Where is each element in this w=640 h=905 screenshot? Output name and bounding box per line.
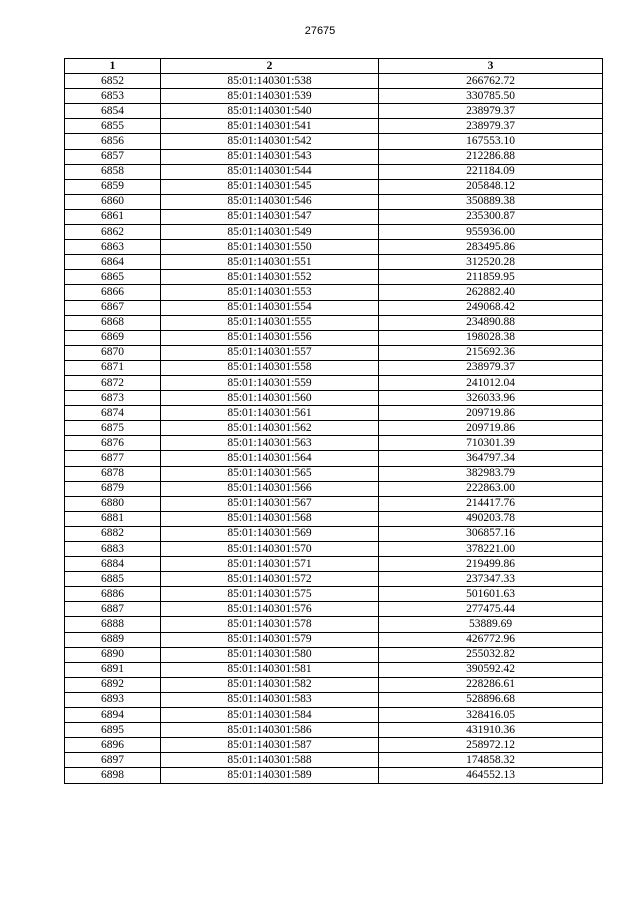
value-cell: 306857.16 <box>379 526 603 541</box>
cadastral-number-cell: 85:01:140301:544 <box>161 164 379 179</box>
table-row <box>65 557 603 572</box>
row-number-cell: 6854 <box>65 104 161 119</box>
cadastral-number-cell: 85:01:140301:547 <box>161 209 379 224</box>
table-header <box>65 59 603 74</box>
cadastral-number-cell: 85:01:140301:564 <box>161 451 379 466</box>
row-number-cell: 6862 <box>65 225 161 240</box>
cadastral-number-cell: 85:01:140301:543 <box>161 149 379 164</box>
table-row <box>65 104 603 119</box>
row-number-cell: 6878 <box>65 466 161 481</box>
cadastral-number-cell: 85:01:140301:538 <box>161 74 379 89</box>
table-row <box>65 602 603 617</box>
value-cell: 214417.76 <box>379 496 603 511</box>
row-number-cell: 6871 <box>65 360 161 375</box>
cadastral-number-cell: 85:01:140301:550 <box>161 240 379 255</box>
table-row <box>65 708 603 723</box>
value-cell: 390592.42 <box>379 662 603 677</box>
row-number-cell: 6886 <box>65 587 161 602</box>
table-row <box>65 466 603 481</box>
row-number-cell: 6875 <box>65 421 161 436</box>
row-number-cell: 6882 <box>65 526 161 541</box>
value-cell: 228286.61 <box>379 677 603 692</box>
column-header-2: 2 <box>161 59 379 74</box>
value-cell: 235300.87 <box>379 209 603 224</box>
row-number-cell: 6879 <box>65 481 161 496</box>
cadastral-number-cell: 85:01:140301:572 <box>161 572 379 587</box>
cadastral-number-cell: 85:01:140301:562 <box>161 421 379 436</box>
cadastral-number-cell: 85:01:140301:568 <box>161 511 379 526</box>
cadastral-number-cell: 85:01:140301:589 <box>161 768 379 783</box>
value-cell: 501601.63 <box>379 587 603 602</box>
table-row <box>65 662 603 677</box>
cadastral-number-cell: 85:01:140301:569 <box>161 526 379 541</box>
value-cell: 710301.39 <box>379 436 603 451</box>
row-number-cell: 6880 <box>65 496 161 511</box>
value-cell: 222863.00 <box>379 481 603 496</box>
value-cell: 326033.96 <box>379 391 603 406</box>
table-row <box>65 617 603 632</box>
row-number-cell: 6870 <box>65 345 161 360</box>
value-cell: 205848.12 <box>379 179 603 194</box>
table-row <box>65 677 603 692</box>
table-row <box>65 572 603 587</box>
cadastral-number-cell: 85:01:140301:583 <box>161 692 379 707</box>
row-number-cell: 6881 <box>65 511 161 526</box>
table-row <box>65 164 603 179</box>
row-number-cell: 6873 <box>65 391 161 406</box>
table-row <box>65 194 603 209</box>
value-cell: 249068.42 <box>379 300 603 315</box>
row-number-cell: 6894 <box>65 708 161 723</box>
row-number-cell: 6887 <box>65 602 161 617</box>
table-row <box>65 436 603 451</box>
cadastral-number-cell: 85:01:140301:586 <box>161 723 379 738</box>
table-row <box>65 768 603 783</box>
cadastral-number-cell: 85:01:140301:566 <box>161 481 379 496</box>
value-cell: 258972.12 <box>379 738 603 753</box>
row-number-cell: 6896 <box>65 738 161 753</box>
cadastral-number-cell: 85:01:140301:565 <box>161 466 379 481</box>
table-row <box>65 738 603 753</box>
table-row <box>65 723 603 738</box>
value-cell: 238979.37 <box>379 119 603 134</box>
value-cell: 53889.69 <box>379 617 603 632</box>
table-row <box>65 149 603 164</box>
table-row <box>65 270 603 285</box>
row-number-cell: 6874 <box>65 406 161 421</box>
table-row <box>65 511 603 526</box>
cadastral-number-cell: 85:01:140301:584 <box>161 708 379 723</box>
table-row <box>65 692 603 707</box>
table-row <box>65 74 603 89</box>
value-cell: 426772.96 <box>379 632 603 647</box>
table-row <box>65 496 603 511</box>
cadastral-number-cell: 85:01:140301:549 <box>161 225 379 240</box>
row-number-cell: 6890 <box>65 647 161 662</box>
cadastral-number-cell: 85:01:140301:556 <box>161 330 379 345</box>
value-cell: 238979.37 <box>379 360 603 375</box>
value-cell: 167553.10 <box>379 134 603 149</box>
table-row <box>65 315 603 330</box>
row-number-cell: 6867 <box>65 300 161 315</box>
row-number-cell: 6864 <box>65 255 161 270</box>
value-cell: 212286.88 <box>379 149 603 164</box>
table-row <box>65 345 603 360</box>
data-table <box>64 58 603 784</box>
value-cell: 237347.33 <box>379 572 603 587</box>
cadastral-number-cell: 85:01:140301:553 <box>161 285 379 300</box>
row-number-cell: 6863 <box>65 240 161 255</box>
table-body <box>65 74 603 783</box>
row-number-cell: 6877 <box>65 451 161 466</box>
cadastral-number-cell: 85:01:140301:551 <box>161 255 379 270</box>
cadastral-number-cell: 85:01:140301:541 <box>161 119 379 134</box>
table-row <box>65 375 603 390</box>
table-row <box>65 179 603 194</box>
row-number-cell: 6895 <box>65 723 161 738</box>
table-row <box>65 542 603 557</box>
row-number-cell: 6884 <box>65 557 161 572</box>
cadastral-number-cell: 85:01:140301:570 <box>161 542 379 557</box>
table-row <box>65 632 603 647</box>
cadastral-number-cell: 85:01:140301:580 <box>161 647 379 662</box>
value-cell: 211859.95 <box>379 270 603 285</box>
cadastral-number-cell: 85:01:140301:542 <box>161 134 379 149</box>
table-row <box>65 209 603 224</box>
row-number-cell: 6872 <box>65 375 161 390</box>
value-cell: 328416.05 <box>379 708 603 723</box>
value-cell: 174858.32 <box>379 753 603 768</box>
table-row <box>65 451 603 466</box>
table-row <box>65 119 603 134</box>
cadastral-number-cell: 85:01:140301:578 <box>161 617 379 632</box>
cadastral-number-cell: 85:01:140301:567 <box>161 496 379 511</box>
value-cell: 528896.68 <box>379 692 603 707</box>
page-number: 27675 <box>304 25 336 37</box>
value-cell: 215692.36 <box>379 345 603 360</box>
table-row <box>65 391 603 406</box>
row-number-cell: 6885 <box>65 572 161 587</box>
value-cell: 364797.34 <box>379 451 603 466</box>
row-number-cell: 6883 <box>65 542 161 557</box>
value-cell: 198028.38 <box>379 330 603 345</box>
row-number-cell: 6865 <box>65 270 161 285</box>
cadastral-number-cell: 85:01:140301:546 <box>161 194 379 209</box>
cadastral-number-cell: 85:01:140301:539 <box>161 89 379 104</box>
row-number-cell: 6869 <box>65 330 161 345</box>
row-number-cell: 6858 <box>65 164 161 179</box>
value-cell: 312520.28 <box>379 255 603 270</box>
value-cell: 266762.72 <box>379 74 603 89</box>
cadastral-number-cell: 85:01:140301:576 <box>161 602 379 617</box>
table-row <box>65 526 603 541</box>
value-cell: 219499.86 <box>379 557 603 572</box>
cadastral-number-cell: 85:01:140301:582 <box>161 677 379 692</box>
table-row <box>65 360 603 375</box>
value-cell: 350889.38 <box>379 194 603 209</box>
row-number-cell: 6855 <box>65 119 161 134</box>
value-cell: 209719.86 <box>379 406 603 421</box>
value-cell: 234890.88 <box>379 315 603 330</box>
value-cell: 238979.37 <box>379 104 603 119</box>
table-row <box>65 753 603 768</box>
cadastral-number-cell: 85:01:140301:545 <box>161 179 379 194</box>
cadastral-number-cell: 85:01:140301:575 <box>161 587 379 602</box>
row-number-cell: 6876 <box>65 436 161 451</box>
value-cell: 221184.09 <box>379 164 603 179</box>
table-row <box>65 481 603 496</box>
value-cell: 955936.00 <box>379 225 603 240</box>
cadastral-number-cell: 85:01:140301:559 <box>161 375 379 390</box>
value-cell: 431910.36 <box>379 723 603 738</box>
cadastral-number-cell: 85:01:140301:552 <box>161 270 379 285</box>
value-cell: 209719.86 <box>379 421 603 436</box>
row-number-cell: 6861 <box>65 209 161 224</box>
cadastral-number-cell: 85:01:140301:563 <box>161 436 379 451</box>
value-cell: 464552.13 <box>379 768 603 783</box>
value-cell: 277475.44 <box>379 602 603 617</box>
value-cell: 378221.00 <box>379 542 603 557</box>
value-cell: 382983.79 <box>379 466 603 481</box>
row-number-cell: 6866 <box>65 285 161 300</box>
value-cell: 241012.04 <box>379 375 603 390</box>
row-number-cell: 6853 <box>65 89 161 104</box>
table-row <box>65 240 603 255</box>
cadastral-number-cell: 85:01:140301:560 <box>161 391 379 406</box>
cadastral-number-cell: 85:01:140301:554 <box>161 300 379 315</box>
cadastral-number-cell: 85:01:140301:558 <box>161 360 379 375</box>
table-row <box>65 225 603 240</box>
row-number-cell: 6852 <box>65 74 161 89</box>
row-number-cell: 6889 <box>65 632 161 647</box>
row-number-cell: 6860 <box>65 194 161 209</box>
row-number-cell: 6856 <box>65 134 161 149</box>
cadastral-number-cell: 85:01:140301:579 <box>161 632 379 647</box>
table-row <box>65 134 603 149</box>
value-cell: 490203.78 <box>379 511 603 526</box>
value-cell: 262882.40 <box>379 285 603 300</box>
value-cell: 330785.50 <box>379 89 603 104</box>
table-row <box>65 587 603 602</box>
row-number-cell: 6897 <box>65 753 161 768</box>
cadastral-number-cell: 85:01:140301:571 <box>161 557 379 572</box>
cadastral-number-cell: 85:01:140301:587 <box>161 738 379 753</box>
cadastral-number-cell: 85:01:140301:581 <box>161 662 379 677</box>
table-row <box>65 300 603 315</box>
table-row <box>65 255 603 270</box>
row-number-cell: 6857 <box>65 149 161 164</box>
header-row <box>65 59 603 74</box>
row-number-cell: 6892 <box>65 677 161 692</box>
cadastral-number-cell: 85:01:140301:540 <box>161 104 379 119</box>
row-number-cell: 6898 <box>65 768 161 783</box>
table-row <box>65 406 603 421</box>
row-number-cell: 6868 <box>65 315 161 330</box>
value-cell: 255032.82 <box>379 647 603 662</box>
table-row <box>65 421 603 436</box>
table-row <box>65 647 603 662</box>
row-number-cell: 6859 <box>65 179 161 194</box>
table-row <box>65 285 603 300</box>
cadastral-number-cell: 85:01:140301:555 <box>161 315 379 330</box>
cadastral-number-cell: 85:01:140301:557 <box>161 345 379 360</box>
row-number-cell: 6893 <box>65 692 161 707</box>
column-header-1: 1 <box>65 59 161 74</box>
row-number-cell: 6891 <box>65 662 161 677</box>
value-cell: 283495.86 <box>379 240 603 255</box>
row-number-cell: 6888 <box>65 617 161 632</box>
cadastral-number-cell: 85:01:140301:561 <box>161 406 379 421</box>
table-row <box>65 89 603 104</box>
table-row <box>65 330 603 345</box>
cadastral-number-cell: 85:01:140301:588 <box>161 753 379 768</box>
column-header-3: 3 <box>379 59 603 74</box>
